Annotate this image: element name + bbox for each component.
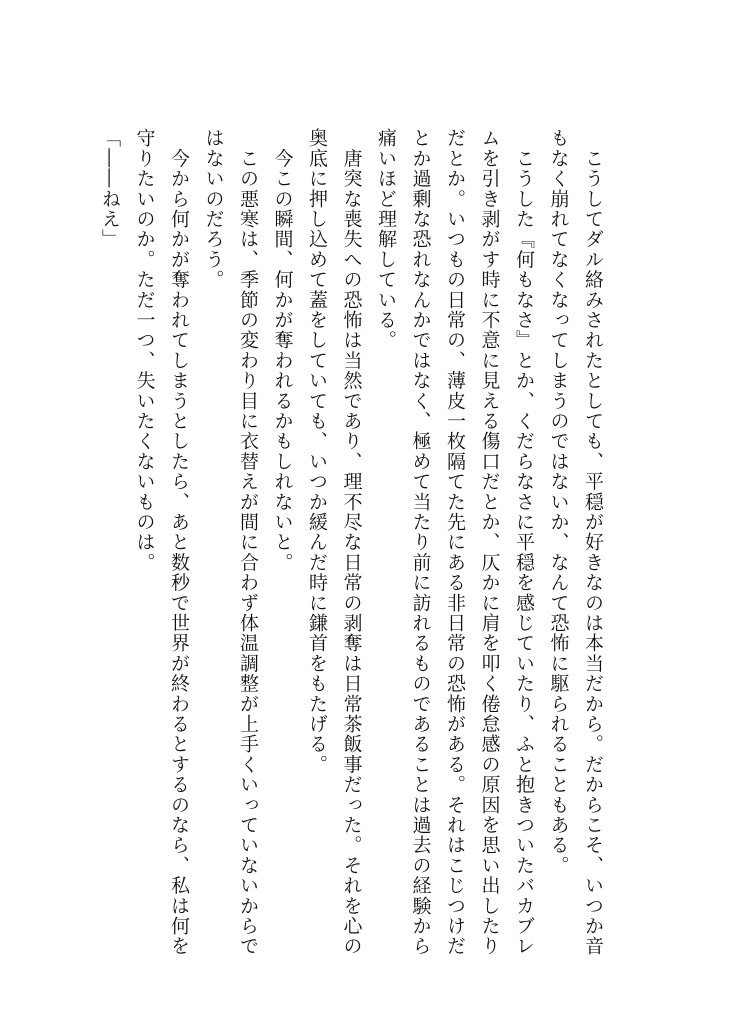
text-line: 唐突な喪失への恐怖は当然であり、理不尽な日常の剥奪は日常茶飯事だった。それを心の bbox=[340, 128, 363, 957]
text-line: 「――ねえ」 bbox=[99, 128, 121, 250]
text-line: 守りたいのか。ただ一つ、失いたくないものは。 bbox=[133, 128, 156, 573]
text-line: 今から何かが奪われてしまうとしたら、あと数秒で世界が終わるとするのなら、私は何を bbox=[168, 128, 190, 957]
text-line: だとか。いつもの日常の、薄皮一枚隔てた先にある非日常の恐怖がある。それはこじつけだ bbox=[444, 128, 466, 957]
text-line: はないのだろう。 bbox=[202, 128, 225, 290]
text-line: 奥底に押し込めて蓋をしていても、いつか緩んだ時に鎌首をもたげる。 bbox=[306, 128, 328, 775]
text-line: こうした『何もなさ』とか、くだらなさに平穏を感じていたり、ふと抱きついたバカブレ bbox=[513, 128, 535, 957]
text-line: もなく崩れてなくなってしまうのではないか、なんて恐怖に駆られることもある。 bbox=[547, 128, 570, 876]
text-line: ムを引き剥がす時に不意に見える傷口だとか、仄かに肩を叩く倦怠感の原因を思い出したり bbox=[478, 128, 501, 957]
text-line: この悪寒は、季節の変わり目に衣替えが間に合わず体温調整が上手くいっていないからで bbox=[237, 128, 259, 957]
text-line: こうしてダル絡みされたとしても、平穏が好きなのは本当だから。だからこそ、いつか音 bbox=[582, 128, 604, 957]
vertical-text-body bbox=[93, 128, 611, 957]
text-line: 痛いほど理解している。 bbox=[375, 128, 397, 351]
text-line: とか過剰な恐れなんかではなく、極めて当たり前に訪れるものであることは過去の経験から bbox=[409, 128, 432, 957]
text-line: 今この瞬間、何かが奪われるかもしれないと。 bbox=[271, 128, 294, 573]
